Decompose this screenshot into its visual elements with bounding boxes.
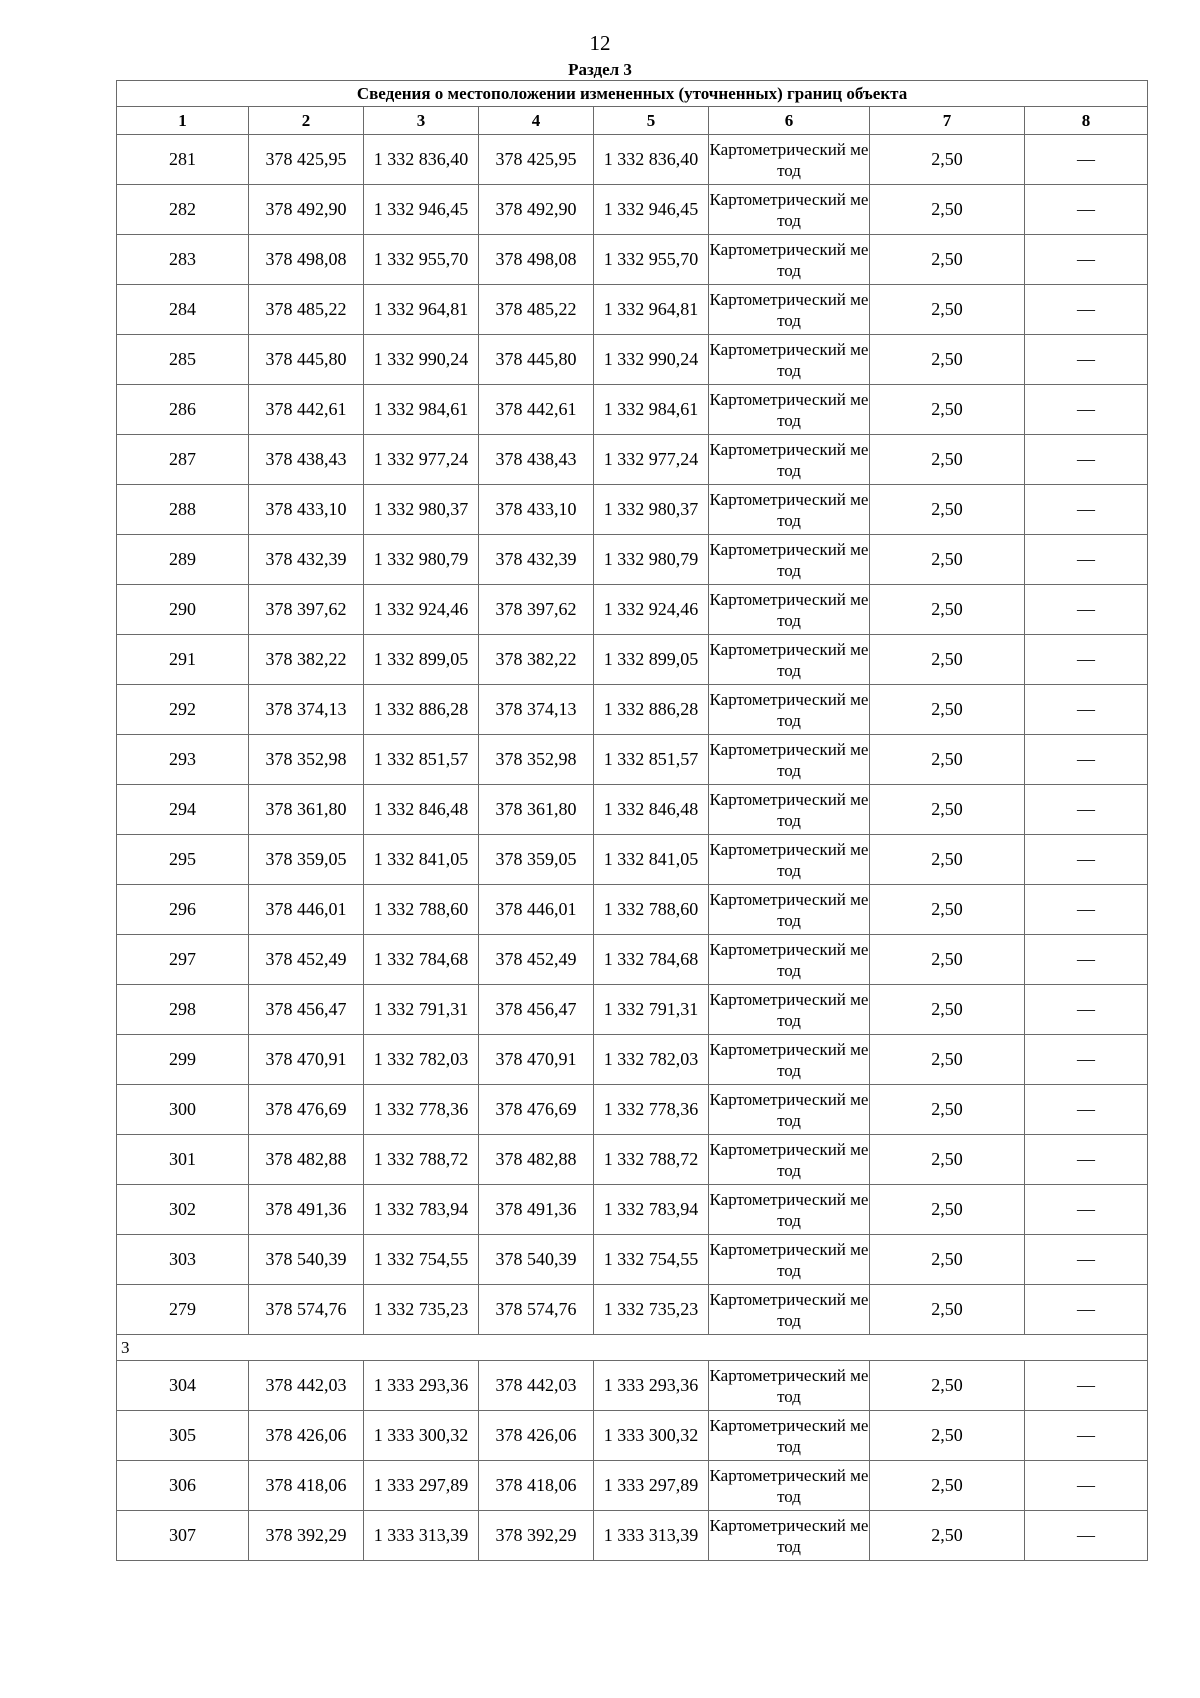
cell-y-new: 1 333 293,36 [594,1361,709,1411]
cell-description: — [1025,435,1148,485]
cell-description: — [1025,335,1148,385]
cell-y-new: 1 332 886,28 [594,685,709,735]
cell-y-old: 1 332 964,81 [364,285,479,335]
cell-method: Картометрический метод [709,785,870,835]
cell-x-new: 378 540,39 [479,1235,594,1285]
cell-precision: 2,50 [870,435,1025,485]
table-row [117,785,1148,835]
cell-method: Картометрический метод [709,985,870,1035]
cell-method: Картометрический метод [709,1235,870,1285]
cell-precision: 2,50 [870,185,1025,235]
group-row [117,1335,1148,1361]
table-row [117,885,1148,935]
cell-x-old: 378 433,10 [249,485,364,535]
table-row [117,235,1148,285]
cell-point-number: 292 [117,685,249,735]
cell-method: Картометрический метод [709,1511,870,1561]
cell-description: — [1025,285,1148,335]
cell-x-new: 378 359,05 [479,835,594,885]
cell-point-number: 306 [117,1461,249,1511]
cell-y-new: 1 332 899,05 [594,635,709,685]
cell-point-number: 298 [117,985,249,1035]
cell-y-old: 1 332 783,94 [364,1185,479,1235]
cell-description: — [1025,535,1148,585]
table-row [117,1135,1148,1185]
cell-x-old: 378 485,22 [249,285,364,335]
cell-precision: 2,50 [870,835,1025,885]
table-row [117,1461,1148,1511]
cell-method: Картометрический метод [709,935,870,985]
column-header-4: 4 [479,107,594,135]
cell-description: — [1025,1035,1148,1085]
cell-description: — [1025,885,1148,935]
table-row [117,585,1148,635]
cell-point-number: 297 [117,935,249,985]
cell-method: Картометрический метод [709,1285,870,1335]
column-header-7: 7 [870,107,1025,135]
cell-method: Картометрический метод [709,235,870,285]
cell-point-number: 294 [117,785,249,835]
cell-x-new: 378 476,69 [479,1085,594,1135]
cell-method: Картометрический метод [709,685,870,735]
cell-description: — [1025,1461,1148,1511]
cell-description: — [1025,485,1148,535]
cell-description: — [1025,1085,1148,1135]
cell-method: Картометрический метод [709,635,870,685]
cell-y-new: 1 332 778,36 [594,1085,709,1135]
column-header-row [117,107,1148,135]
cell-precision: 2,50 [870,1235,1025,1285]
cell-point-number: 305 [117,1411,249,1461]
cell-method: Картометрический метод [709,535,870,585]
cell-y-old: 1 332 735,23 [364,1285,479,1335]
table-row [117,185,1148,235]
cell-x-new: 378 425,95 [479,135,594,185]
cell-y-old: 1 332 886,28 [364,685,479,735]
cell-method: Картометрический метод [709,885,870,935]
cell-method: Картометрический метод [709,1461,870,1511]
page-number: 12 [589,31,611,55]
cell-point-number: 291 [117,635,249,685]
boundary-coordinates-table [116,80,1148,1561]
cell-precision: 2,50 [870,935,1025,985]
cell-x-old: 378 442,03 [249,1361,364,1411]
table-row [117,685,1148,735]
cell-x-old: 378 425,95 [249,135,364,185]
table-row [117,835,1148,885]
cell-x-old: 378 574,76 [249,1285,364,1335]
table-row [117,485,1148,535]
cell-y-old: 1 332 784,68 [364,935,479,985]
cell-x-new: 378 482,88 [479,1135,594,1185]
cell-method: Картометрический метод [709,835,870,885]
cell-y-old: 1 332 754,55 [364,1235,479,1285]
cell-description: — [1025,235,1148,285]
cell-x-old: 378 352,98 [249,735,364,785]
cell-x-old: 378 452,49 [249,935,364,985]
cell-x-new: 378 574,76 [479,1285,594,1335]
cell-point-number: 288 [117,485,249,535]
cell-y-old: 1 332 788,60 [364,885,479,935]
cell-method: Картометрический метод [709,485,870,535]
cell-method: Картометрический метод [709,1185,870,1235]
cell-point-number: 307 [117,1511,249,1561]
cell-method: Картометрический метод [709,385,870,435]
cell-x-old: 378 491,36 [249,1185,364,1235]
cell-description: — [1025,1511,1148,1561]
cell-x-old: 378 374,13 [249,685,364,735]
cell-x-new: 378 446,01 [479,885,594,935]
cell-x-new: 378 361,80 [479,785,594,835]
cell-method: Картометрический метод [709,185,870,235]
table-row [117,285,1148,335]
cell-x-new: 378 452,49 [479,935,594,985]
cell-precision: 2,50 [870,1185,1025,1235]
cell-point-number: 304 [117,1361,249,1411]
table-row [117,935,1148,985]
cell-method: Картометрический метод [709,1361,870,1411]
cell-x-new: 378 426,06 [479,1411,594,1461]
cell-y-old: 1 332 899,05 [364,635,479,685]
cell-precision: 2,50 [870,285,1025,335]
cell-x-new: 378 392,29 [479,1511,594,1561]
cell-y-new: 1 332 990,24 [594,335,709,385]
table-row [117,1361,1148,1411]
cell-precision: 2,50 [870,1035,1025,1085]
cell-y-new: 1 332 783,94 [594,1185,709,1235]
cell-precision: 2,50 [870,135,1025,185]
cell-x-old: 378 392,29 [249,1511,364,1561]
cell-x-new: 378 418,06 [479,1461,594,1511]
cell-precision: 2,50 [870,1511,1025,1561]
cell-y-old: 1 333 313,39 [364,1511,479,1561]
cell-point-number: 302 [117,1185,249,1235]
cell-x-old: 378 540,39 [249,1235,364,1285]
table-row [117,1085,1148,1135]
cell-description: — [1025,835,1148,885]
cell-precision: 2,50 [870,885,1025,935]
cell-point-number: 300 [117,1085,249,1135]
cell-x-new: 378 397,62 [479,585,594,635]
cell-y-new: 1 332 980,79 [594,535,709,585]
cell-x-old: 378 438,43 [249,435,364,485]
cell-precision: 2,50 [870,735,1025,785]
table-row [117,635,1148,685]
cell-precision: 2,50 [870,635,1025,685]
cell-point-number: 284 [117,285,249,335]
cell-point-number: 295 [117,835,249,885]
cell-y-new: 1 332 955,70 [594,235,709,285]
cell-y-new: 1 333 313,39 [594,1511,709,1561]
cell-precision: 2,50 [870,785,1025,835]
cell-x-old: 378 426,06 [249,1411,364,1461]
cell-y-new: 1 333 300,32 [594,1411,709,1461]
cell-method: Картометрический метод [709,585,870,635]
cell-method: Картометрический метод [709,1135,870,1185]
cell-description: — [1025,385,1148,435]
cell-precision: 2,50 [870,1135,1025,1185]
cell-description: — [1025,985,1148,1035]
cell-y-new: 1 332 924,46 [594,585,709,635]
cell-x-old: 378 397,62 [249,585,364,635]
cell-x-new: 378 382,22 [479,635,594,685]
cell-method: Картометрический метод [709,1085,870,1135]
group-label: 3 [117,1335,1148,1361]
cell-x-new: 378 374,13 [479,685,594,735]
cell-y-old: 1 332 782,03 [364,1035,479,1085]
cell-y-new: 1 332 784,68 [594,935,709,985]
cell-x-old: 378 492,90 [249,185,364,235]
cell-method: Картометрический метод [709,135,870,185]
cell-method: Картометрический метод [709,1035,870,1085]
cell-y-new: 1 332 735,23 [594,1285,709,1335]
cell-y-old: 1 332 841,05 [364,835,479,885]
cell-x-new: 378 352,98 [479,735,594,785]
cell-y-new: 1 332 984,61 [594,385,709,435]
cell-x-old: 378 446,01 [249,885,364,935]
table-row [117,135,1148,185]
cell-precision: 2,50 [870,335,1025,385]
cell-x-old: 378 432,39 [249,535,364,585]
table-body [117,81,1148,1561]
cell-x-new: 378 438,43 [479,435,594,485]
cell-y-new: 1 332 788,60 [594,885,709,935]
table-caption: Сведения о местоположении измененных (уточненных) границ объекта [117,81,1148,107]
cell-description: — [1025,735,1148,785]
cell-y-old: 1 332 980,37 [364,485,479,535]
table-row [117,1411,1148,1461]
cell-point-number: 287 [117,435,249,485]
cell-y-new: 1 332 841,05 [594,835,709,885]
cell-y-old: 1 332 980,79 [364,535,479,585]
cell-precision: 2,50 [870,385,1025,435]
table-row [117,435,1148,485]
cell-x-old: 378 470,91 [249,1035,364,1085]
cell-description: — [1025,185,1148,235]
cell-point-number: 299 [117,1035,249,1085]
table-row [117,385,1148,435]
cell-method: Картометрический метод [709,735,870,785]
cell-x-old: 378 418,06 [249,1461,364,1511]
cell-x-old: 378 456,47 [249,985,364,1035]
cell-x-new: 378 491,36 [479,1185,594,1235]
cell-description: — [1025,135,1148,185]
cell-y-old: 1 332 977,24 [364,435,479,485]
column-header-5: 5 [594,107,709,135]
cell-x-old: 378 359,05 [249,835,364,885]
cell-description: — [1025,1235,1148,1285]
cell-y-old: 1 332 924,46 [364,585,479,635]
cell-x-old: 378 476,69 [249,1085,364,1135]
cell-y-new: 1 332 788,72 [594,1135,709,1185]
cell-description: — [1025,685,1148,735]
cell-description: — [1025,1285,1148,1335]
cell-precision: 2,50 [870,485,1025,535]
table-row [117,1235,1148,1285]
cell-description: — [1025,785,1148,835]
cell-y-old: 1 332 851,57 [364,735,479,785]
cell-precision: 2,50 [870,535,1025,585]
table-row [117,1035,1148,1085]
cell-y-new: 1 332 791,31 [594,985,709,1035]
cell-x-new: 378 485,22 [479,285,594,335]
cell-description: — [1025,1135,1148,1185]
column-header-1: 1 [117,107,249,135]
cell-y-new: 1 332 836,40 [594,135,709,185]
table-caption-row [117,81,1148,107]
table-row [117,535,1148,585]
cell-method: Картометрический метод [709,1411,870,1461]
cell-precision: 2,50 [870,235,1025,285]
cell-point-number: 303 [117,1235,249,1285]
cell-y-old: 1 333 293,36 [364,1361,479,1411]
cell-x-old: 378 442,61 [249,385,364,435]
table-row [117,1185,1148,1235]
cell-method: Картометрический метод [709,335,870,385]
cell-x-new: 378 433,10 [479,485,594,535]
column-header-3: 3 [364,107,479,135]
column-header-8: 8 [1025,107,1148,135]
cell-y-new: 1 332 977,24 [594,435,709,485]
cell-description: — [1025,1411,1148,1461]
cell-x-old: 378 382,22 [249,635,364,685]
cell-x-new: 378 470,91 [479,1035,594,1085]
cell-y-old: 1 332 791,31 [364,985,479,1035]
cell-point-number: 283 [117,235,249,285]
cell-x-old: 378 482,88 [249,1135,364,1185]
cell-y-new: 1 332 754,55 [594,1235,709,1285]
cell-point-number: 290 [117,585,249,635]
cell-precision: 2,50 [870,1361,1025,1411]
cell-y-old: 1 332 836,40 [364,135,479,185]
cell-point-number: 279 [117,1285,249,1335]
cell-x-new: 378 442,61 [479,385,594,435]
cell-description: — [1025,585,1148,635]
cell-x-new: 378 445,80 [479,335,594,385]
cell-x-old: 378 445,80 [249,335,364,385]
cell-description: — [1025,1185,1148,1235]
cell-description: — [1025,935,1148,985]
table-row [117,1511,1148,1561]
table-row [117,985,1148,1035]
cell-point-number: 285 [117,335,249,385]
cell-description: — [1025,1361,1148,1411]
cell-y-old: 1 332 846,48 [364,785,479,835]
cell-precision: 2,50 [870,985,1025,1035]
cell-point-number: 296 [117,885,249,935]
column-header-6: 6 [709,107,870,135]
cell-point-number: 282 [117,185,249,235]
cell-y-new: 1 332 782,03 [594,1035,709,1085]
cell-x-new: 378 456,47 [479,985,594,1035]
cell-x-new: 378 492,90 [479,185,594,235]
cell-y-old: 1 332 946,45 [364,185,479,235]
cell-y-new: 1 332 851,57 [594,735,709,785]
table-row [117,1285,1148,1335]
section-title: Раздел 3 [568,60,632,79]
column-header-2: 2 [249,107,364,135]
cell-y-new: 1 332 980,37 [594,485,709,535]
cell-precision: 2,50 [870,1411,1025,1461]
cell-point-number: 293 [117,735,249,785]
cell-y-old: 1 332 990,24 [364,335,479,385]
cell-point-number: 281 [117,135,249,185]
cell-y-new: 1 332 846,48 [594,785,709,835]
table-row [117,735,1148,785]
cell-x-old: 378 361,80 [249,785,364,835]
cell-x-old: 378 498,08 [249,235,364,285]
cell-y-new: 1 332 946,45 [594,185,709,235]
cell-point-number: 301 [117,1135,249,1185]
cell-y-new: 1 332 964,81 [594,285,709,335]
cell-method: Картометрический метод [709,285,870,335]
cell-point-number: 286 [117,385,249,435]
cell-y-old: 1 333 297,89 [364,1461,479,1511]
cell-method: Картометрический метод [709,435,870,485]
cell-precision: 2,50 [870,1285,1025,1335]
cell-y-new: 1 333 297,89 [594,1461,709,1511]
cell-x-new: 378 432,39 [479,535,594,585]
cell-y-old: 1 332 955,70 [364,235,479,285]
cell-precision: 2,50 [870,1461,1025,1511]
cell-x-new: 378 498,08 [479,235,594,285]
cell-y-old: 1 332 778,36 [364,1085,479,1135]
cell-point-number: 289 [117,535,249,585]
cell-y-old: 1 332 984,61 [364,385,479,435]
cell-x-new: 378 442,03 [479,1361,594,1411]
cell-y-old: 1 333 300,32 [364,1411,479,1461]
cell-y-old: 1 332 788,72 [364,1135,479,1185]
cell-precision: 2,50 [870,585,1025,635]
cell-description: — [1025,635,1148,685]
cell-precision: 2,50 [870,685,1025,735]
table-row [117,335,1148,385]
cell-precision: 2,50 [870,1085,1025,1135]
